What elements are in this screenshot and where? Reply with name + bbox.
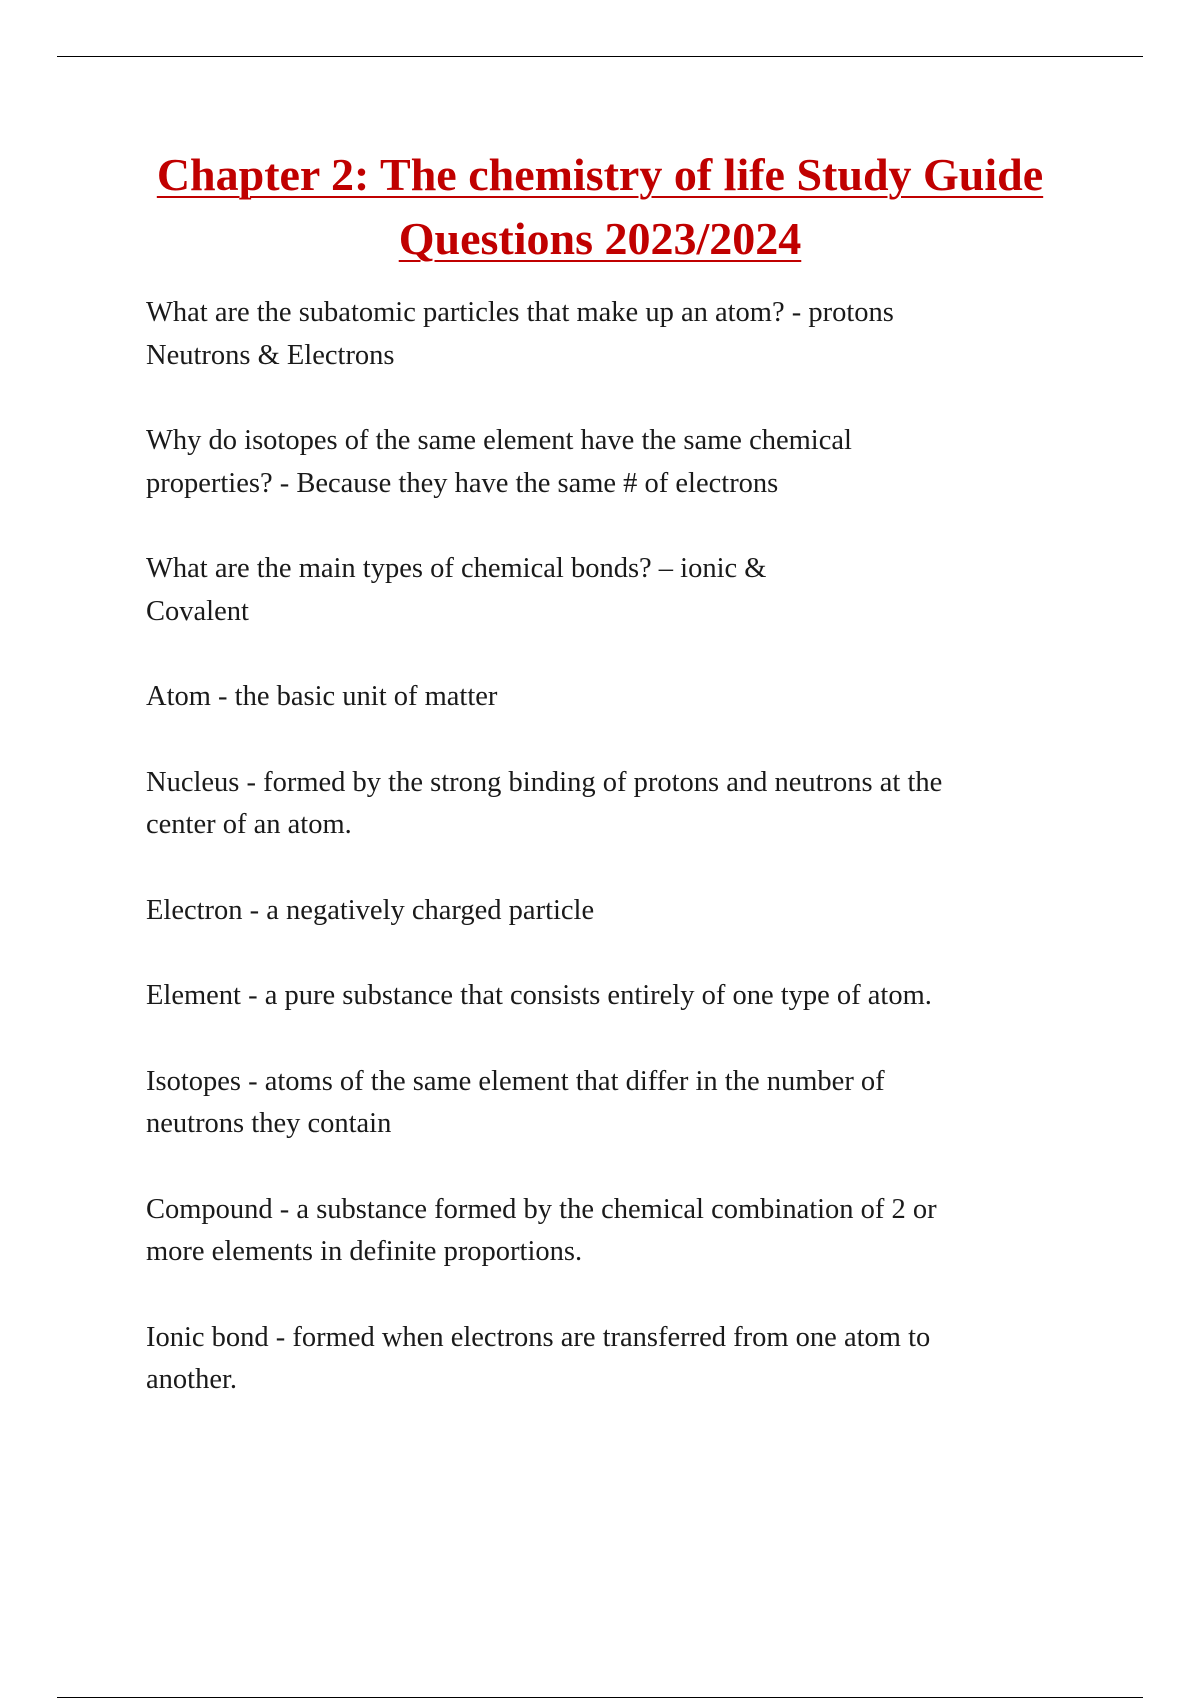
entry-line: Nucleus - formed by the strong binding of protons and neutrons at the	[146, 766, 943, 798]
entry-line: center of an atom.	[146, 809, 352, 840]
qa-entry	[146, 292, 1066, 377]
entry-line: Element - a pure substance that consists entirely of one type of atom.	[146, 980, 932, 1011]
top-rule	[57, 56, 1143, 57]
entry-line: Why do isotopes of the same element have the same chemical	[146, 425, 852, 456]
entry-line: Ionic bond - formed when electrons are transferred from one atom to	[146, 1321, 931, 1353]
entry-line: What are the main types of chemical bonds? – ionic &	[146, 553, 767, 584]
qa-entry	[146, 548, 1066, 633]
definition-entry	[146, 1061, 1066, 1146]
title-line: Chapter 2: The chemistry of life Study Guide	[156, 149, 1044, 200]
study-guide-content	[146, 292, 1066, 1445]
definition-entry	[146, 975, 1066, 1018]
title-line: Questions 2023/2024	[398, 213, 802, 264]
entry-line: neutrons they contain	[146, 1108, 392, 1139]
qa-entry	[146, 420, 1066, 505]
entry-line: Compound - a substance formed by the chemical combination of 2 or	[146, 1193, 937, 1225]
definition-entry	[146, 1189, 1066, 1274]
entry-line: another.	[146, 1364, 238, 1395]
entry-line: Isotopes - atoms of the same element that differ in the number of	[146, 1065, 885, 1097]
entry-line: Neutrons & Electrons	[146, 339, 395, 371]
bottom-rule	[57, 1697, 1143, 1698]
definition-entry	[146, 762, 1066, 847]
entry-line: more elements in definite proportions.	[146, 1236, 583, 1267]
definition-entry	[146, 1317, 1066, 1402]
entry-line: What are the subatomic particles that make up an atom? - protons	[146, 297, 894, 328]
definition-entry	[146, 890, 1066, 933]
definition-entry	[146, 676, 1066, 719]
page-title	[100, 143, 1100, 271]
entry-line: Atom - the basic unit of matter	[146, 681, 498, 712]
entry-line: Electron - a negatively charged particle	[146, 894, 595, 926]
entry-line: properties? - Because they have the same # of electrons	[146, 467, 779, 499]
entry-line: Covalent	[146, 595, 249, 627]
